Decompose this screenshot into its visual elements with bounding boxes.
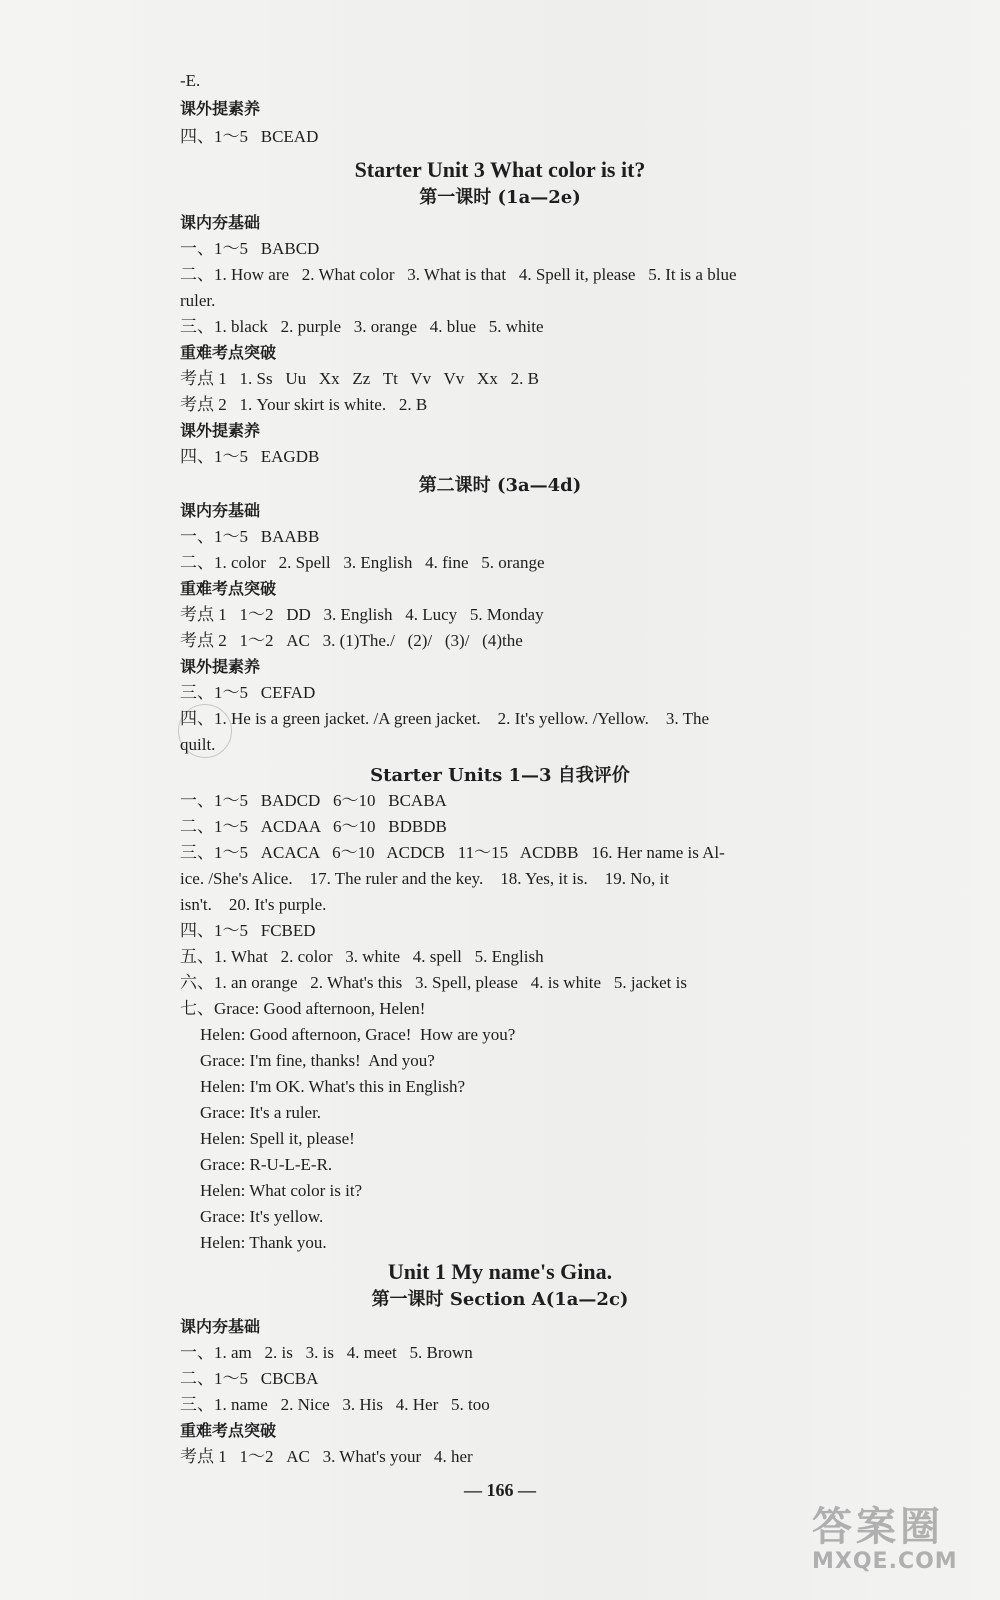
- watermark-logo: [812, 1505, 982, 1590]
- section-heading: 课外提素养: [180, 99, 261, 118]
- lesson-heading: 第二课时 (3a—4d): [418, 475, 582, 496]
- dialogue-line: Grace: It's a ruler.: [200, 1103, 322, 1122]
- answer-line: 三、1. black 2. purple 3. orange 4. blue 5. white: [180, 317, 544, 336]
- answer-line: 四、1～5 BCEAD: [180, 127, 319, 146]
- answer-line: 考点 1 1. Ss Uu Xx Zz Tt Vv Vv Xx 2. B: [180, 369, 539, 388]
- section-heading: 课内夯基础: [180, 501, 261, 520]
- answer-line: 二、1～5 ACDAA 6～10 BDBDB: [180, 817, 447, 836]
- answer-line: quilt.: [180, 735, 216, 754]
- answer-line: -E.: [180, 71, 201, 90]
- section-heading: 课外提素养: [180, 421, 261, 440]
- answer-line: 一、1. am 2. is 3. is 4. meet 5. Brown: [180, 1343, 473, 1362]
- watermark-bottom-text: MXQE.COM: [812, 1549, 958, 1574]
- section-heading: 课内夯基础: [180, 213, 261, 232]
- answer-line: ruler.: [180, 291, 216, 310]
- answer-line: 一、1～5 BADCD 6～10 BCABA: [180, 791, 447, 810]
- answer-line: 二、1. color 2. Spell 3. English 4. fine 5. orange: [180, 553, 545, 572]
- answer-line: 一、1～5 BAABB: [180, 527, 320, 546]
- answer-line: isn't. 20. It's purple.: [180, 895, 327, 914]
- answer-line: 四、1. He is a green jacket. /A green jacket. 2. It's yellow. /Yellow. 3. The: [180, 709, 710, 728]
- section-heading: 重难考点突破: [180, 343, 277, 362]
- answer-line: 三、1～5 CEFAD: [180, 683, 316, 702]
- answer-line: 四、1～5 FCBED: [180, 921, 316, 940]
- answer-line: 四、1～5 EAGDB: [180, 447, 320, 466]
- answer-line: 考点 2 1. Your skirt is white. 2. B: [180, 395, 428, 414]
- dialogue-line: Helen: Thank you.: [200, 1233, 327, 1252]
- answer-line: 三、1～5 ACACA 6～10 ACDCB 11～15 ACDBB 16. Her name is Al-: [180, 843, 725, 862]
- section-heading: 重难考点突破: [180, 579, 277, 598]
- answer-line: 考点 2 1～2 AC 3. (1)The./ (2)/ (3)/ (4)the: [180, 631, 523, 650]
- answer-line: 二、1～5 CBCBA: [180, 1369, 319, 1388]
- page-number: — 166 —: [464, 1480, 536, 1500]
- answer-line: 考点 1 1～2 DD 3. English 4. Lucy 5. Monday: [180, 605, 544, 624]
- dialogue-line: Grace: I'm fine, thanks! And you?: [200, 1051, 435, 1070]
- section-heading: 课内夯基础: [180, 1317, 261, 1336]
- dialogue-line: Helen: I'm OK. What's this in English?: [200, 1077, 466, 1096]
- answer-line: 考点 1 1～2 AC 3. What's your 4. her: [180, 1447, 473, 1466]
- dialogue-line: Grace: R-U-L-E-R.: [200, 1155, 333, 1174]
- lesson-heading: Starter Units 1—3 自我评价: [370, 765, 630, 786]
- lesson-heading: 第一课时 (1a—2e): [419, 187, 581, 208]
- dialogue-line: Grace: It's yellow.: [200, 1207, 324, 1226]
- answer-line: 三、1. name 2. Nice 3. His 4. Her 5. too: [180, 1395, 490, 1414]
- dialogue-line: Helen: Spell it, please!: [200, 1129, 355, 1148]
- answer-line: 一、1～5 BABCD: [180, 239, 320, 258]
- section-heading: 课外提素养: [180, 657, 261, 676]
- answer-line: 二、1. How are 2. What color 3. What is that 4. Spell it, please 5. It is a blue: [180, 265, 737, 284]
- unit-title: Unit 1 My name's Gina.: [387, 1259, 613, 1284]
- watermark-top-text: 答案圈: [812, 1504, 944, 1550]
- answer-line: ice. /She's Alice. 17. The ruler and the key. 18. Yes, it is. 19. No, it: [180, 869, 669, 888]
- answer-line: 七、Grace: Good afternoon, Helen!: [180, 999, 426, 1018]
- dialogue-line: Helen: What color is it?: [200, 1181, 363, 1200]
- answer-line: 六、1. an orange 2. What's this 3. Spell, please 4. is white 5. jacket is: [180, 973, 687, 992]
- lesson-heading: 第一课时 Section A(1a—2c): [371, 1289, 629, 1310]
- section-heading: 重难考点突破: [180, 1421, 277, 1440]
- dialogue-line: Helen: Good afternoon, Grace! How are you?: [200, 1025, 516, 1044]
- answer-line: 五、1. What 2. color 3. white 4. spell 5. English: [180, 947, 544, 966]
- unit-title: Starter Unit 3 What color is it?: [354, 157, 646, 182]
